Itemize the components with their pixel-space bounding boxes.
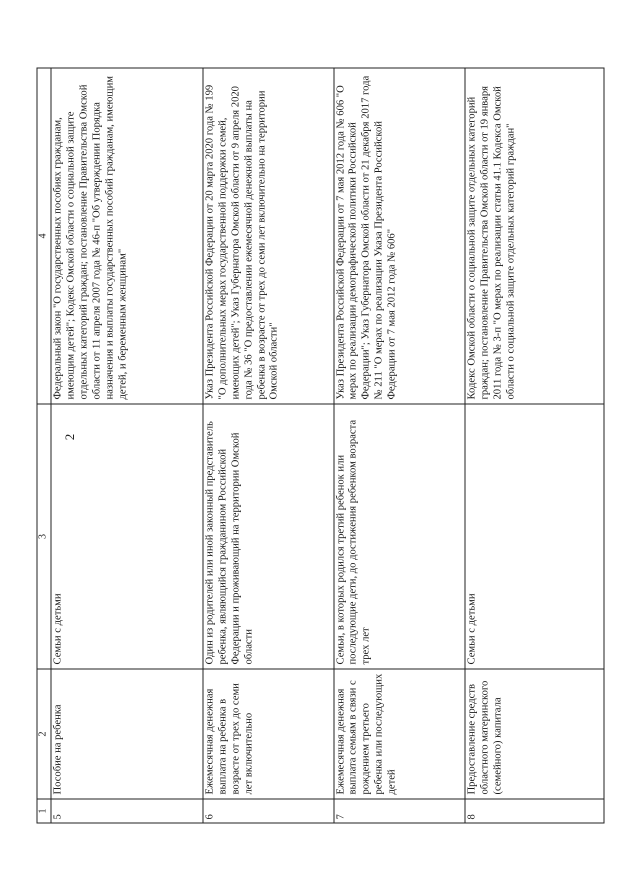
legal-basis: Федеральный закон "О государственных пособиях гражданам, имеющим детей"; Кодекс Омской области о социальной защите отдельных категорий граждан; постановление Правительства Омской области от 11 апреля 2007 года № 46-п "Об утверждении Порядка назначения и выплаты государственных пособий гражданам, имеющим детей, и беременным женщинам" <box>51 68 203 404</box>
rotated-table-container <box>37 69 605 824</box>
legal-basis: Кодекс Омской области о социальной защите отдельных категорий граждан; постановление Правительства Омской области от 19 января 2011 года № 3-п "О мерах по реализации статьи 41.1 Кодекса Омской области о социальной защите отдельных категорий граждан" <box>465 68 604 404</box>
benefit-name: Ежемесячная денежная выплата на ребенка в возрасте от трех до семи лет включительно <box>203 669 334 799</box>
benefit-recipients: Семьи с детьми <box>465 404 604 669</box>
row-number: 7 <box>334 799 466 823</box>
benefit-recipients: Семьи, в которых родился третий ребенок или последующие дети, до достижения ребенком возраста трех лет <box>334 404 466 669</box>
benefit-name: Пособие на ребенка <box>51 669 203 799</box>
page-number: 2 <box>62 433 77 441</box>
row-number: 8 <box>465 799 604 823</box>
table-row <box>51 68 203 823</box>
table-row <box>334 68 466 823</box>
table-row <box>465 68 604 823</box>
legal-basis: Указ Президента Российской Федерации от 7 мая 2012 года № 606 "О мерах по реализации демографической политики Российской Федерации"; Указ Губернатора Омской области от 21 декабря 2017 года № 211 "О мерах по реализации Указа Президента Российской Федерации от 7 мая 2012 года № 606" <box>334 68 466 404</box>
benefit-name: Предоставление средств областного материнского (семейного) капитала <box>465 669 604 799</box>
benefit-name: Ежемесячная денежная выплата семьям в связи с рождением третьего ребенка или последующих детей <box>334 669 466 799</box>
header-cell-2: 2 <box>37 669 51 799</box>
header-cell-4: 4 <box>37 68 51 404</box>
row-number: 5 <box>51 799 203 823</box>
header-cell-3: 3 <box>37 404 51 669</box>
row-number: 6 <box>203 799 334 823</box>
benefit-recipients: Семьи с детьми <box>51 404 203 669</box>
header-cell-1: 1 <box>37 799 51 823</box>
legal-basis: Указ Президента Российской Федерации от 20 марта 2020 года № 199 "О дополнительных мерах государственной поддержки семей, имеющих детей"; Указ Губернатора Омской области от 9 апреля 2020 года № 36 "О предоставлении ежемесячной денежной выплаты на ребенка в возрасте от трех до семи лет включительно на территории Омской области" <box>203 68 334 404</box>
table-header-row <box>37 68 51 823</box>
table-row <box>203 68 334 823</box>
benefits-table <box>37 68 605 824</box>
benefit-recipients: Один из родителей или иной законный представитель ребенка, являющийся гражданином Российской Федерации и проживающий на территории Омской области <box>203 404 334 669</box>
